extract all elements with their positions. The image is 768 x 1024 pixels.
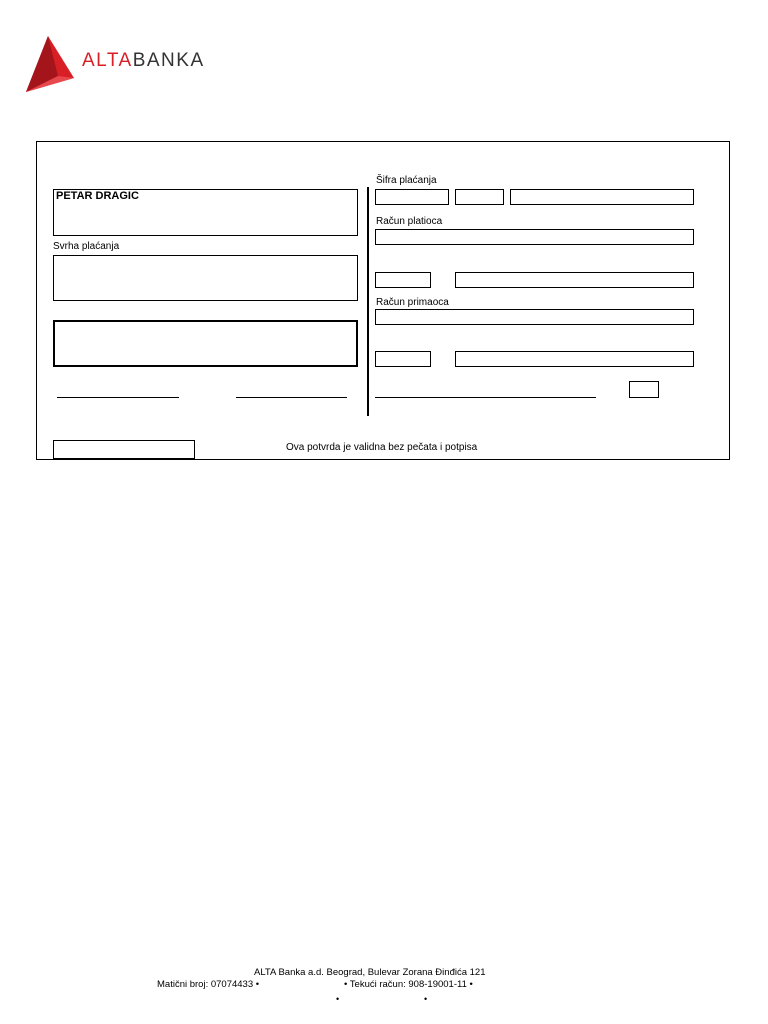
slip-divider [367,187,369,416]
date-line [375,397,596,398]
place-date-line [236,397,347,398]
payer-account-label: Račun platioca [376,216,443,227]
validity-note: Ova potvrda je validna bez pečata i potpisa [286,442,478,453]
payer-reference-field[interactable] [455,272,694,288]
payment-code-field[interactable] [375,189,449,205]
recipient-account-field[interactable] [375,309,694,325]
payer-field[interactable] [53,189,358,236]
currency-field[interactable] [455,189,504,205]
recipient-field[interactable] [53,320,358,367]
footer-current-account: • Tekući račun: 908-19001-11 • [344,979,473,990]
signature-line [57,397,179,398]
bank-logo-text [82,50,205,72]
bank-logo-icon [24,36,76,94]
stamp-box[interactable] [53,440,195,459]
logo-alta: ALTA [82,50,133,71]
payer-name: PETAR DRAGIC [56,190,139,202]
urgent-box[interactable] [629,381,659,398]
payment-code-label: Šifra plaćanja [376,175,437,186]
recipient-model-field[interactable] [375,351,431,367]
footer-bullet-right: • [424,994,428,1004]
footer-address: ALTA Banka a.d. Beograd, Bulevar Zorana Đinđića 121 [254,967,486,978]
purpose-label: Svrha plaćanja [53,241,120,252]
purpose-field[interactable] [53,255,358,301]
footer-reg-number: Matični broj: 07074433 • [157,979,260,990]
recipient-account-label: Račun primaoca [376,297,449,308]
amount-field[interactable] [510,189,694,205]
payer-model-field[interactable] [375,272,431,288]
footer-bullet-left: • [336,994,340,1004]
recipient-reference-field[interactable] [455,351,694,367]
logo-banka: BANKA [132,50,205,71]
payer-account-field[interactable] [375,229,694,245]
